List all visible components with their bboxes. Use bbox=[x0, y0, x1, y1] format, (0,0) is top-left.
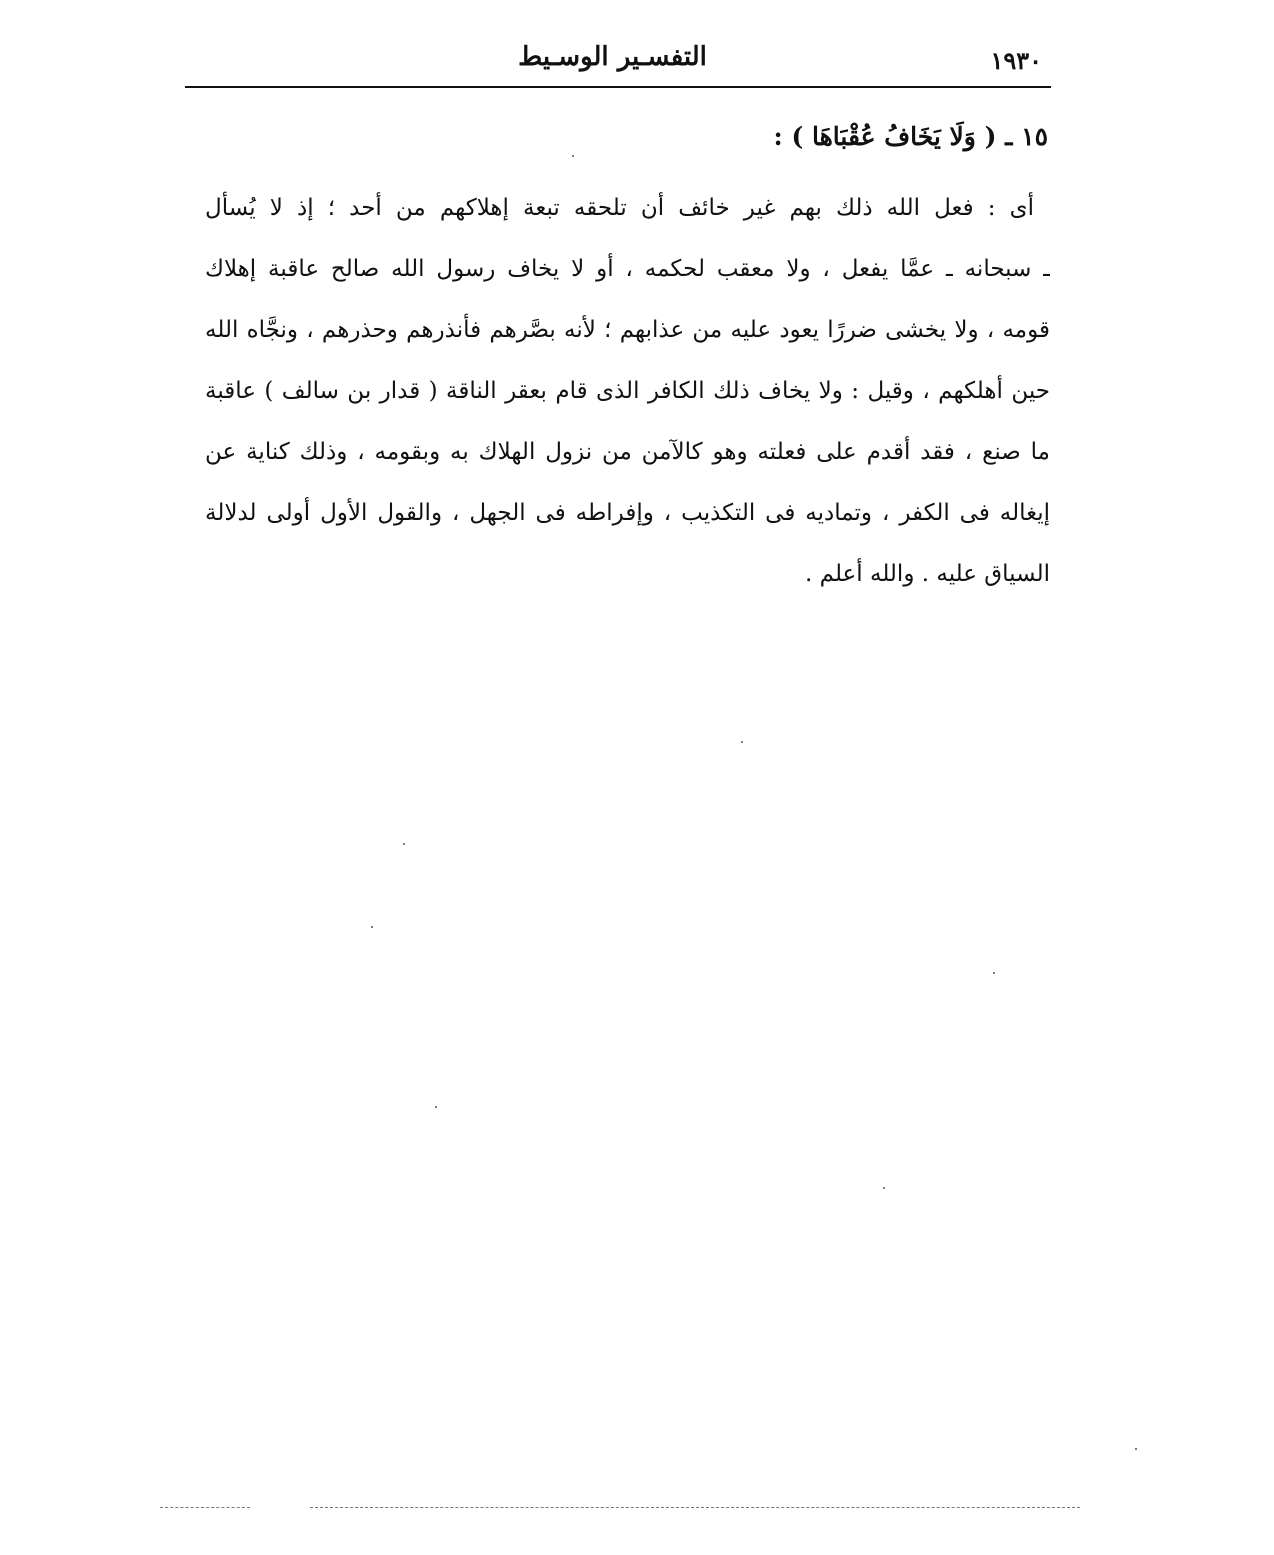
text-line: قومه ، ولا يخشى ضررًا يعود عليه من عذابهم ؛ لأنه بصَّرهم فأنذرهم وحذرهم ، ونجَّاه الله bbox=[205, 317, 1050, 343]
scan-speck bbox=[371, 926, 373, 928]
footer-divider bbox=[160, 1507, 250, 1508]
text-line: السياق عليه . والله أعلم . bbox=[805, 561, 1050, 587]
footer-divider bbox=[310, 1507, 1080, 1508]
commentary-paragraph bbox=[205, 178, 1050, 605]
scan-speck bbox=[435, 1106, 437, 1108]
scan-speck bbox=[741, 741, 743, 743]
scan-speck bbox=[1135, 1448, 1137, 1450]
text-line: ما صنع ، فقد أقدم على فعلته وهو كالآمن من نزول الهلاك به وبقومه ، وذلك كناية عن bbox=[205, 439, 1050, 465]
page-number: ١٩٣٠ bbox=[990, 46, 1042, 75]
header-divider bbox=[185, 86, 1051, 88]
scan-speck bbox=[883, 1187, 885, 1189]
scan-speck bbox=[572, 155, 574, 157]
scan-speck bbox=[993, 972, 995, 974]
text-line: أى : فعل الله ذلك بهم غير خائف أن تلحقه تبعة إهلاكهم من أحد ؛ إذ لا يُسأل bbox=[205, 195, 1034, 221]
verse-heading: ١٥ ـ ( وَلَا يَخَافُ عُقْبَاهَا ) : bbox=[773, 122, 1048, 151]
scan-speck bbox=[403, 843, 405, 845]
text-line: حين أهلكهم ، وقيل : ولا يخاف ذلك الكافر الذى قام بعقر الناقة ( قدار بن سالف ) عاقبة bbox=[205, 378, 1050, 404]
page-header bbox=[185, 40, 1050, 84]
running-title: التفسـير الوسـيط bbox=[518, 42, 707, 72]
text-line: ـ سبحانه ـ عمَّا يفعل ، ولا معقب لحكمه ، أو لا يخاف رسول الله صالح عاقبة إهلاك bbox=[205, 256, 1050, 282]
text-line: إيغاله فى الكفر ، وتماديه فى التكذيب ، وإفراطه فى الجهل ، والقول الأول أولى لدلالة bbox=[205, 500, 1050, 526]
